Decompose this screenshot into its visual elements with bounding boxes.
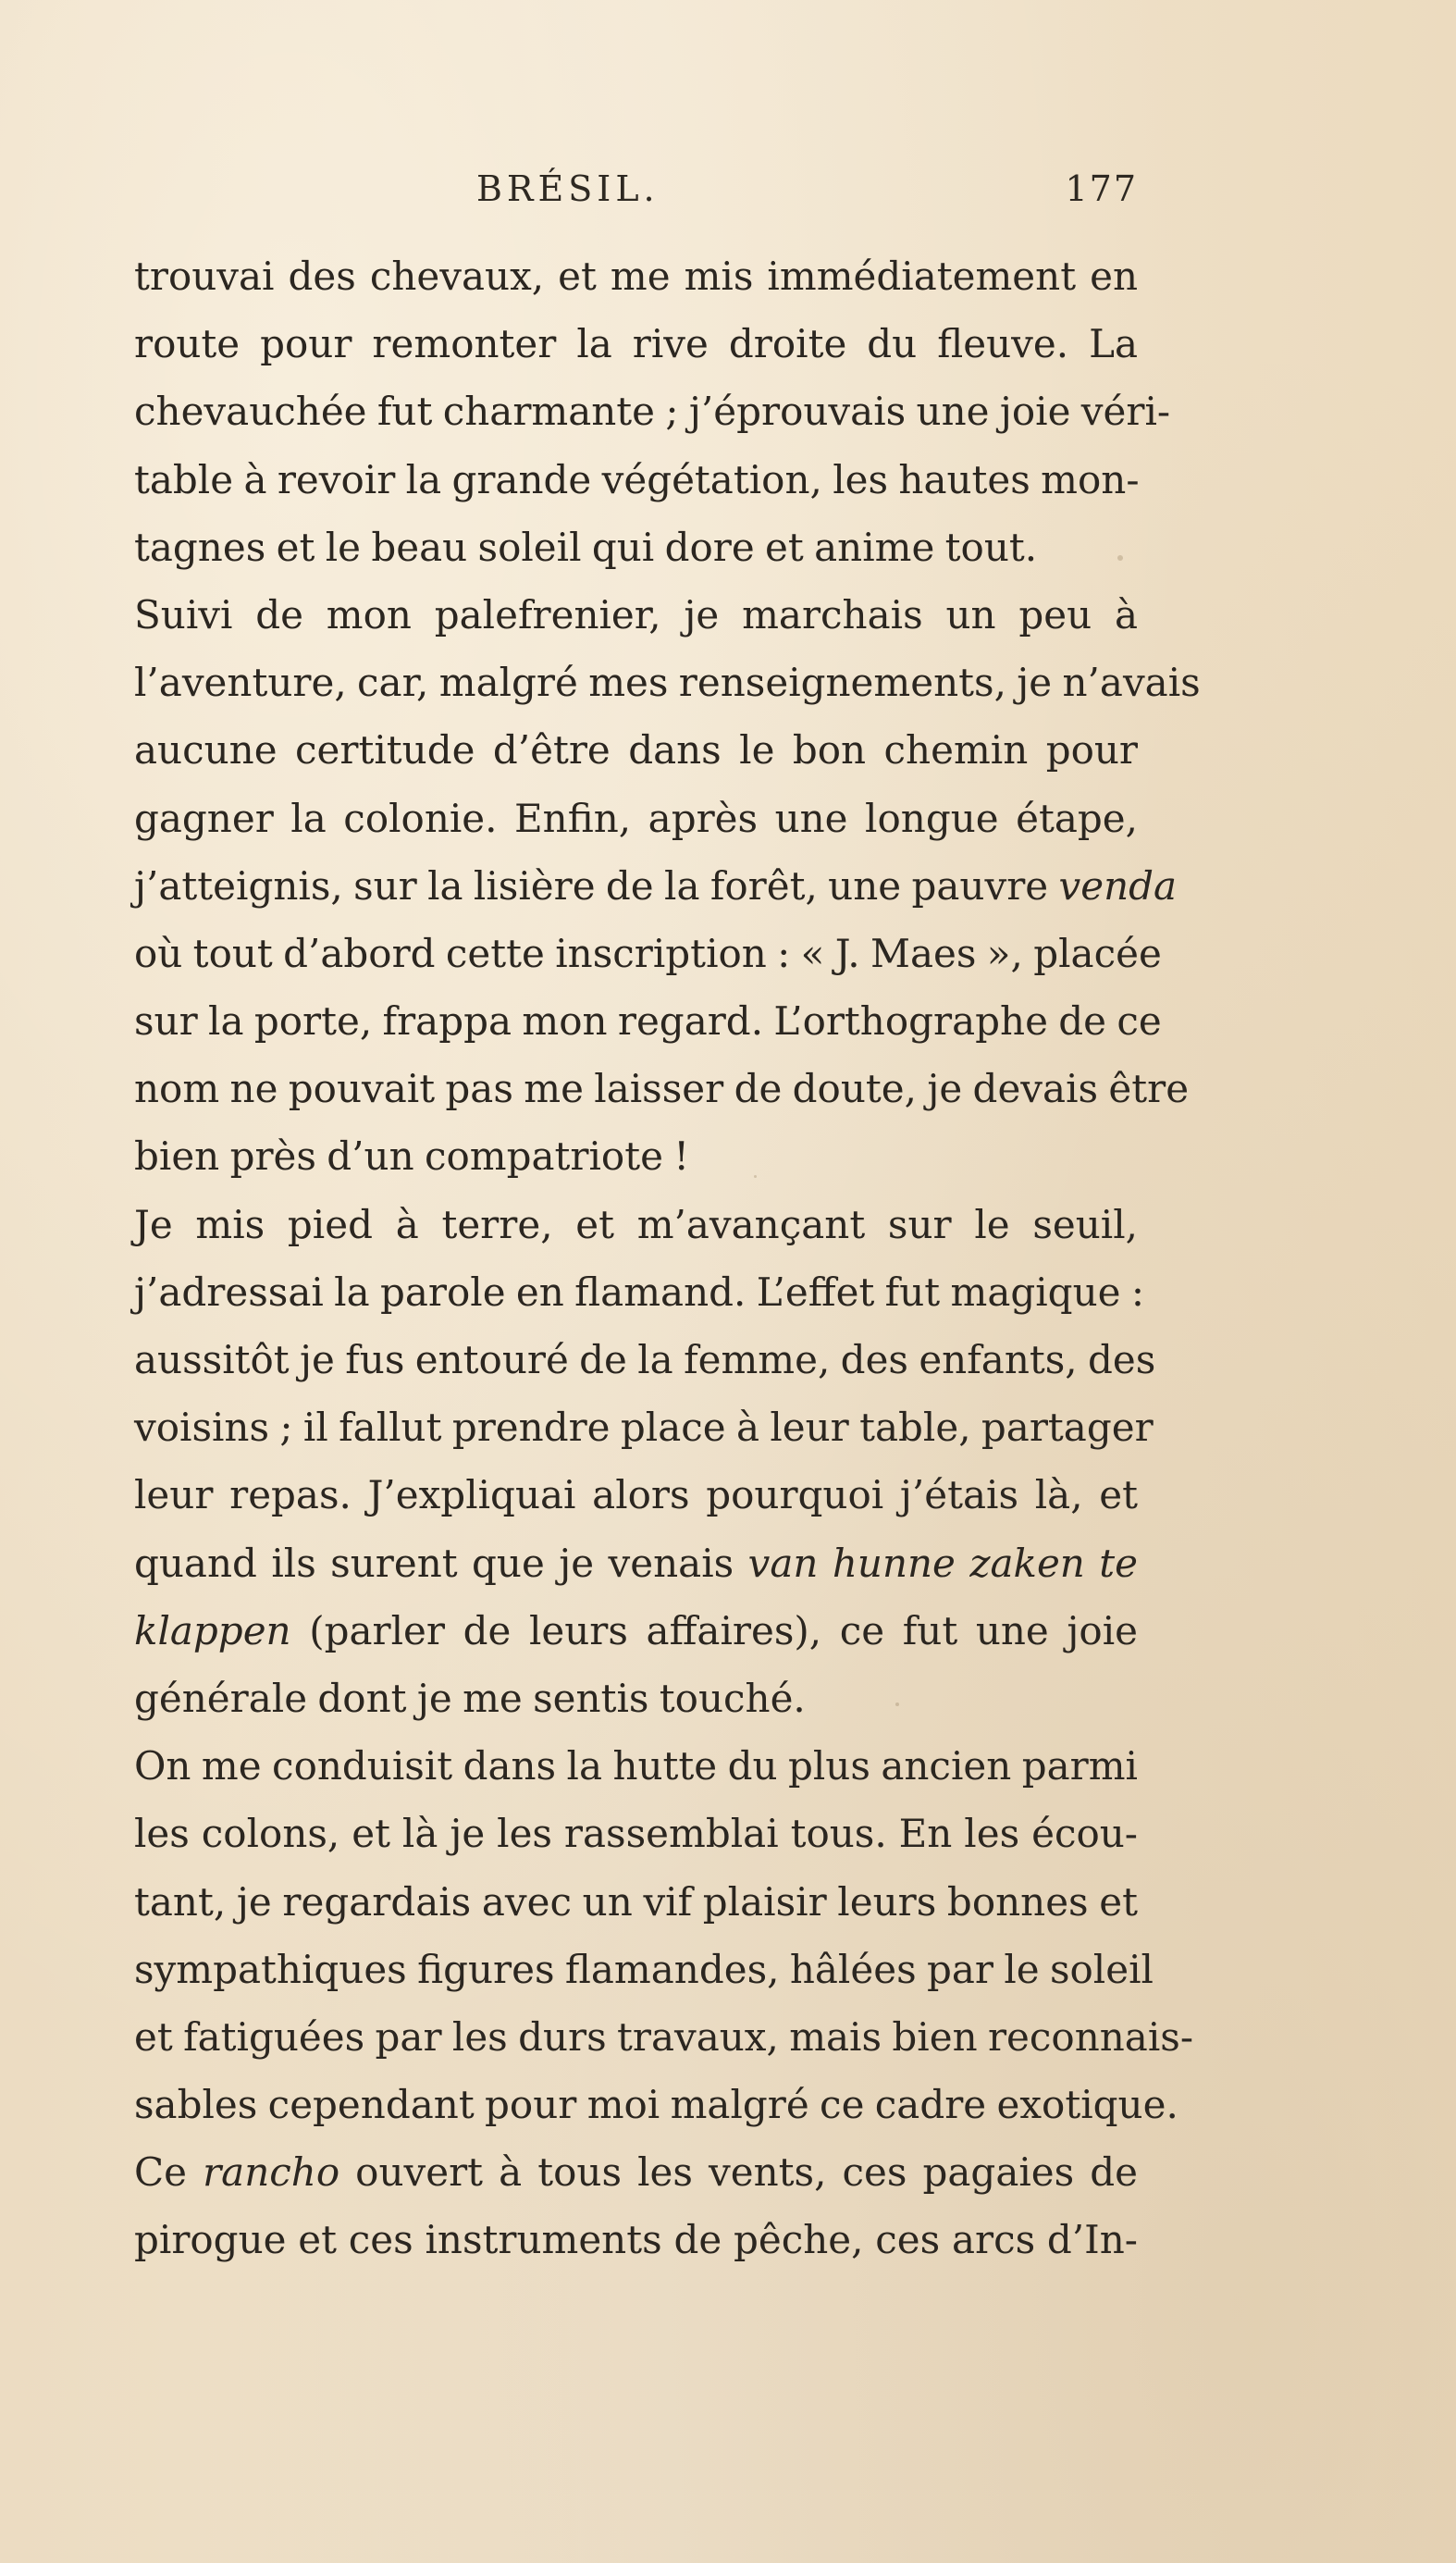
- text-run: et fatiguées par les durs travaux, mais bien reconnais-: [134, 2013, 1194, 2060]
- text-run: l’aventure, car, malgré mes renseignements, je n’avais: [134, 660, 1201, 706]
- text-run: tant, je regardais avec un vif plaisir leurs bonnes et: [134, 1878, 1138, 1925]
- text-run: (parler de leurs affaires), ce fut une joie: [290, 1607, 1138, 1653]
- text-line: [134, 1732, 1138, 1800]
- text-line: [134, 1326, 1156, 1393]
- text-run: tagnes et le beau soleil qui dore et anime tout.: [134, 524, 1038, 570]
- page-number: 177: [1065, 168, 1138, 209]
- text-line: [134, 987, 1162, 1055]
- text-line: [134, 920, 1162, 987]
- text-run: route pour remonter la rive droite du fleuve. La: [134, 321, 1138, 367]
- italic-phrase: rancho: [203, 2149, 340, 2196]
- text-run: pirogue et ces instruments de pêche, ces arcs d’In-: [134, 2217, 1138, 2263]
- text-run: quand ils surent que je venais: [134, 1540, 748, 1586]
- text-run: On me conduisit dans la hutte du plus ancien parmi: [134, 1743, 1138, 1789]
- text-line: [134, 2206, 1138, 2273]
- text-run: aussitôt je fus entouré de la femme, des enfants, des: [134, 1337, 1156, 1382]
- text-run: bien près d’un compatriote !: [134, 1133, 690, 1180]
- text-line: [134, 1529, 1138, 1597]
- text-run: Ce: [134, 2149, 204, 2196]
- text-run: Je mis pied à terre, et m’avançant sur le seuil,: [134, 1201, 1138, 1247]
- text-run: sympathiques figures flamandes, hâlées par le soleil: [134, 1946, 1154, 1992]
- paper-speck: [895, 1702, 899, 1706]
- text-run: Suivi de mon palefrenier, je marchais un peu à: [134, 591, 1138, 638]
- running-title: BRÉSIL.: [476, 168, 660, 209]
- text-line: [134, 1122, 1138, 1190]
- text-line: [134, 242, 1138, 310]
- text-run: gagner la colonie. Enfin, après une longue étape,: [134, 795, 1138, 841]
- text-line: [134, 2138, 1138, 2206]
- body-text: [134, 242, 1201, 2274]
- text-run: table à revoir la grande végétation, les hautes mon-: [134, 456, 1140, 502]
- text-line: [134, 514, 1138, 581]
- text-line: [134, 1191, 1138, 1258]
- text-run: générale dont je me sentis touché.: [134, 1675, 806, 1721]
- running-head: [0, 168, 1456, 224]
- text-line: [134, 1800, 1138, 1867]
- text-run: aucune certitude d’être dans le bon chemin pour: [134, 727, 1138, 774]
- text-run: nom ne pouvait pas me laisser de doute, je devais être: [134, 1066, 1190, 1112]
- text-run: ouvert à tous les vents, ces pagaies de: [339, 2149, 1139, 2196]
- text-run: sur la porte, frappa mon regard. L’orthographe de ce: [134, 998, 1162, 1045]
- text-line: [134, 1055, 1190, 1122]
- text-line: [134, 1461, 1138, 1529]
- text-run: j’atteignis, sur la lisière de la forêt, une pauvre: [134, 862, 1059, 909]
- text-line: [134, 1393, 1154, 1461]
- text-line: [134, 581, 1138, 649]
- text-run: j’adressai la parole en flamand. L’effet fut magique :: [134, 1269, 1144, 1315]
- text-line: [134, 649, 1201, 716]
- paper-speck: [754, 1175, 757, 1178]
- text-line: [134, 1868, 1138, 1936]
- text-run: chevauchée fut charmante ; j’éprouvais une joie véri-: [134, 389, 1171, 435]
- paper-speck: [1117, 555, 1123, 561]
- text-line: [134, 378, 1171, 445]
- text-line: [134, 446, 1138, 514]
- italic-phrase: van hunne zaken te: [747, 1540, 1138, 1586]
- text-run: sables cependant pour moi malgré ce cadre exotique.: [134, 2082, 1178, 2128]
- italic-phrase: venda: [1058, 862, 1178, 909]
- text-line: [134, 716, 1138, 784]
- text-line: [134, 785, 1138, 852]
- text-line: [134, 1258, 1144, 1326]
- text-line: [134, 2071, 1178, 2138]
- text-run: où tout d’abord cette inscription : « J. Maes », placée: [134, 930, 1162, 976]
- text-line: [134, 852, 1178, 920]
- text-line: [134, 2003, 1194, 2071]
- text-run: leur repas. J’expliquai alors pourquoi j’étais là, et: [134, 1472, 1138, 1518]
- text-line: [134, 1665, 1138, 1732]
- text-run: les colons, et là je les rassemblai tous. En les écou-: [134, 1811, 1138, 1857]
- italic-phrase: klappen: [134, 1607, 291, 1653]
- text-run: voisins ; il fallut prendre place à leur table, partager: [134, 1405, 1154, 1451]
- text-line: [134, 1597, 1138, 1665]
- text-run: trouvai des chevaux, et me mis immédiatement en: [134, 254, 1138, 299]
- text-line: [134, 310, 1138, 378]
- text-line: [134, 1936, 1154, 2003]
